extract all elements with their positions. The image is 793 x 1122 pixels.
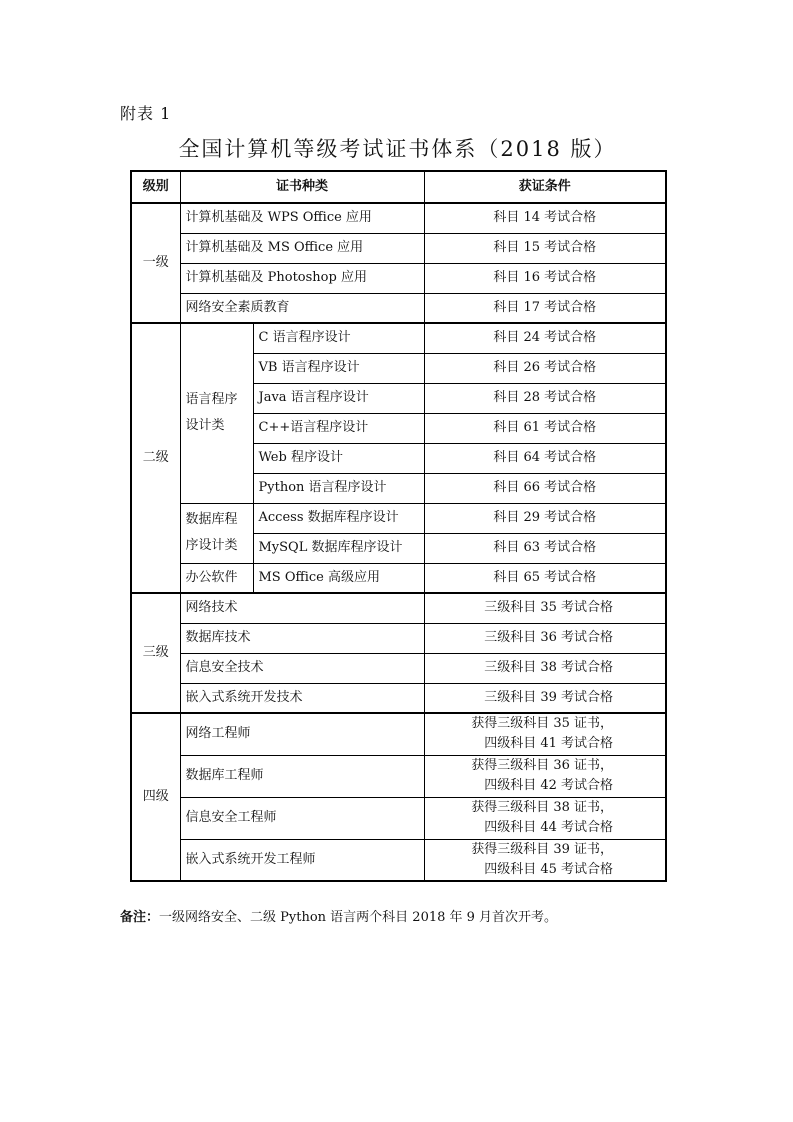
cert-condition (424, 797, 666, 839)
footnote-text: 一级网络安全、二级 Python 语言两个科目 2018 年 9 月首次开考。 (159, 910, 558, 925)
header-cond: 获证条件 (424, 171, 666, 203)
group-label: 办公软件 (180, 563, 253, 593)
cert-condition: 三级科目 39 考试合格 (424, 683, 666, 713)
cert-name: C++语言程序设计 (253, 413, 424, 443)
footnote-label: 备注： (120, 910, 160, 925)
cert-name: 网络工程师 (180, 713, 424, 755)
table-row (131, 653, 666, 683)
cert-condition: 科目 63 考试合格 (424, 533, 666, 563)
group-label-line: 语言程序 (185, 392, 238, 408)
cert-name: MS Office 高级应用 (253, 563, 424, 593)
cert-name: Java 语言程序设计 (253, 383, 424, 413)
cert-name: 嵌入式系统开发工程师 (180, 839, 424, 881)
level-label: 三级 (131, 593, 180, 713)
cert-name: 数据库工程师 (180, 755, 424, 797)
cert-name: 信息安全工程师 (180, 797, 424, 839)
table-row (131, 503, 666, 533)
table-row (131, 683, 666, 713)
cert-condition: 科目 29 考试合格 (424, 503, 666, 533)
document-title: 全国计算机等级考试证书体系（2018 版） (178, 137, 617, 161)
table-row (131, 293, 666, 323)
cert-name: Web 程序设计 (253, 443, 424, 473)
cert-condition: 三级科目 38 考试合格 (424, 653, 666, 683)
cert-condition: 科目 65 考试合格 (424, 563, 666, 593)
group-label (180, 323, 253, 503)
table-row (131, 233, 666, 263)
cert-condition-line: 获得三级科目 36 证书， (471, 758, 614, 773)
cert-condition-line: 获得三级科目 38 证书， (471, 800, 614, 815)
table-row (131, 563, 666, 593)
cert-name: 网络安全素质教育 (180, 293, 424, 323)
cert-condition-line: 四级科目 41 考试合格 (484, 736, 614, 752)
table-row (131, 755, 666, 797)
cert-name: 嵌入式系统开发技术 (180, 683, 424, 713)
header-cert: 证书种类 (180, 171, 424, 203)
cert-name: 计算机基础及 MS Office 应用 (180, 233, 424, 263)
cert-name: Access 数据库程序设计 (253, 503, 424, 533)
cert-condition-line: 四级科目 42 考试合格 (484, 778, 614, 793)
cert-condition: 科目 26 考试合格 (424, 353, 666, 383)
table-row (131, 797, 666, 839)
header-level: 级别 (131, 171, 180, 203)
cert-name: MySQL 数据库程序设计 (253, 533, 424, 563)
cert-name: 计算机基础及 WPS Office 应用 (180, 203, 424, 233)
group-label-line: 设计类 (185, 418, 225, 434)
footnote (120, 906, 557, 925)
cert-condition-line: 获得三级科目 39 证书， (471, 841, 614, 857)
cert-condition-line: 四级科目 45 考试合格 (484, 861, 614, 877)
cert-condition: 三级科目 35 考试合格 (424, 593, 666, 623)
appendix-caption: 附表 1 (120, 104, 172, 123)
table-row (131, 203, 666, 233)
table-row (131, 623, 666, 653)
cert-name: VB 语言程序设计 (253, 353, 424, 383)
cert-condition: 科目 64 考试合格 (424, 443, 666, 473)
certificate-table (130, 170, 667, 882)
group-label (180, 503, 253, 563)
cert-condition-line: 获得三级科目 35 证书， (471, 716, 614, 732)
cert-name: 网络技术 (180, 593, 424, 623)
cert-condition: 科目 66 考试合格 (424, 473, 666, 503)
cert-name: C 语言程序设计 (253, 323, 424, 353)
cert-condition: 科目 16 考试合格 (424, 263, 666, 293)
cert-condition: 科目 28 考试合格 (424, 383, 666, 413)
cert-condition: 科目 14 考试合格 (424, 203, 666, 233)
cert-condition-line: 四级科目 44 考试合格 (484, 820, 614, 835)
cert-condition (424, 839, 666, 881)
cert-condition: 科目 24 考试合格 (424, 323, 666, 353)
table-row (131, 593, 666, 623)
table-row (131, 713, 666, 755)
table-row (131, 323, 666, 353)
cert-condition: 科目 15 考试合格 (424, 233, 666, 263)
cert-name: 数据库技术 (180, 623, 424, 653)
cert-condition: 科目 61 考试合格 (424, 413, 666, 443)
cert-condition (424, 713, 666, 755)
table-header-row (131, 171, 666, 203)
cert-name: 计算机基础及 Photoshop 应用 (180, 263, 424, 293)
level-label: 四级 (131, 713, 180, 881)
cert-name: 信息安全技术 (180, 653, 424, 683)
cert-condition (424, 755, 666, 797)
cert-condition: 科目 17 考试合格 (424, 293, 666, 323)
cert-condition: 三级科目 36 考试合格 (424, 623, 666, 653)
group-label-line: 序设计类 (185, 538, 238, 553)
group-label-line: 数据库程 (185, 512, 238, 527)
level-label: 二级 (131, 323, 180, 593)
table-row (131, 839, 666, 881)
table-row (131, 263, 666, 293)
cert-name: Python 语言程序设计 (253, 473, 424, 503)
level-label: 一级 (131, 203, 180, 323)
